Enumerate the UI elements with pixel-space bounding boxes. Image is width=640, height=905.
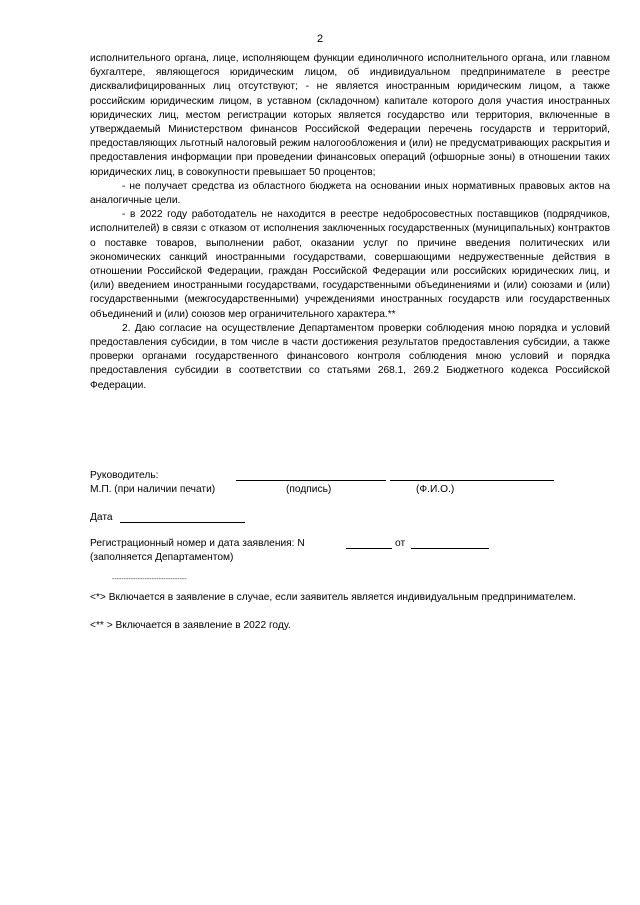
date-label: Дата — [90, 512, 113, 523]
stamp-row — [90, 483, 610, 497]
registration-from-label: от — [395, 538, 406, 549]
registration-date-line — [411, 538, 489, 549]
footnote-separator: -------------------------------- — [112, 576, 187, 583]
name-caption: (Ф.И.О.) — [416, 484, 455, 495]
name-line — [390, 470, 554, 481]
page-number: 2 — [316, 33, 324, 45]
signature-line — [236, 470, 386, 481]
document-body — [90, 52, 610, 393]
registration-label: Регистрационный номер и дата заявления: N — [90, 538, 305, 549]
paragraph-2: - не получает средства из областного бюджета на основании иных нормативных правовых актов на аналогичные цели. — [90, 180, 610, 207]
registration-number-line — [346, 538, 392, 549]
paragraph-4: 2. Даю согласие на осуществление Департаментом проверки соблюдения мною порядка и условий предоставления субсидии, в том числе в части достижения результатов предоставления субсидии, а также проверки органами государственного финансового контроля соблюдения мною условий и порядка предоставления субсидии в соответствии со статьями 268.1, 269.2 Бюджетного кодекса Российской Федерации. — [90, 322, 610, 391]
paragraph-1: исполнительного органа, лице, исполняющем функции единоличного исполнительного органа, или главном бухгалтере, являющегося юридическим лицом, об индивидуальном предпринимателе в реестре дисквалифицированных лиц отсутствуют; - не является иностранным юридическим лицом, а также российским юридическим лицом, в уставном (складочном) капитале которого доля участия иностранных юридических лиц, местом регистрации которых является государство или территория, включенные в утверждаемый Министерством финансов Российской Федерации перечень государств и территорий, предоставляющих льготный налоговый режим налогообложения и (или) не предусматривающих раскрытия и предоставления информации при проведении финансовых операций (офшорные зоны) в отношении таких юридических лиц, в совокупности превышает 50 процентов; — [90, 53, 610, 178]
footnote-1: <*> Включается в заявление в случае, если заявитель является индивидуальным предпринимателем. — [90, 592, 576, 603]
stamp-label: М.П. (при наличии печати) — [90, 484, 216, 495]
footnote-2: <** > Включается в заявление в 2022 году. — [90, 620, 291, 631]
paragraph-3: - в 2022 году работодатель не находится в реестре недобросовестных поставщиков (подрядчиков, исполнителей) в связи с отказом от исполнения заключенных государственных (муниципальных) контрактов о поставке товаров, выполнении работ, оказании услуг по причине введения политических или экономических санкций иностранными государствами, совершающими недружественные действия в отношении Российской Федерации, граждан Российской Федерации или российских юридических лиц, и (или) введением иностранными государствами, государственными объединениями и (или) союзами и (или) государственными (межгосударственными) учреждениями иностранных государств или государственных объединений и (или) союзов мер ограничительного характера.** — [90, 209, 610, 320]
registration-note: (заполняется Департаментом) — [90, 552, 234, 563]
date-line — [120, 512, 245, 523]
head-label: Руководитель: — [90, 470, 159, 481]
signature-caption: (подпись) — [286, 484, 332, 495]
